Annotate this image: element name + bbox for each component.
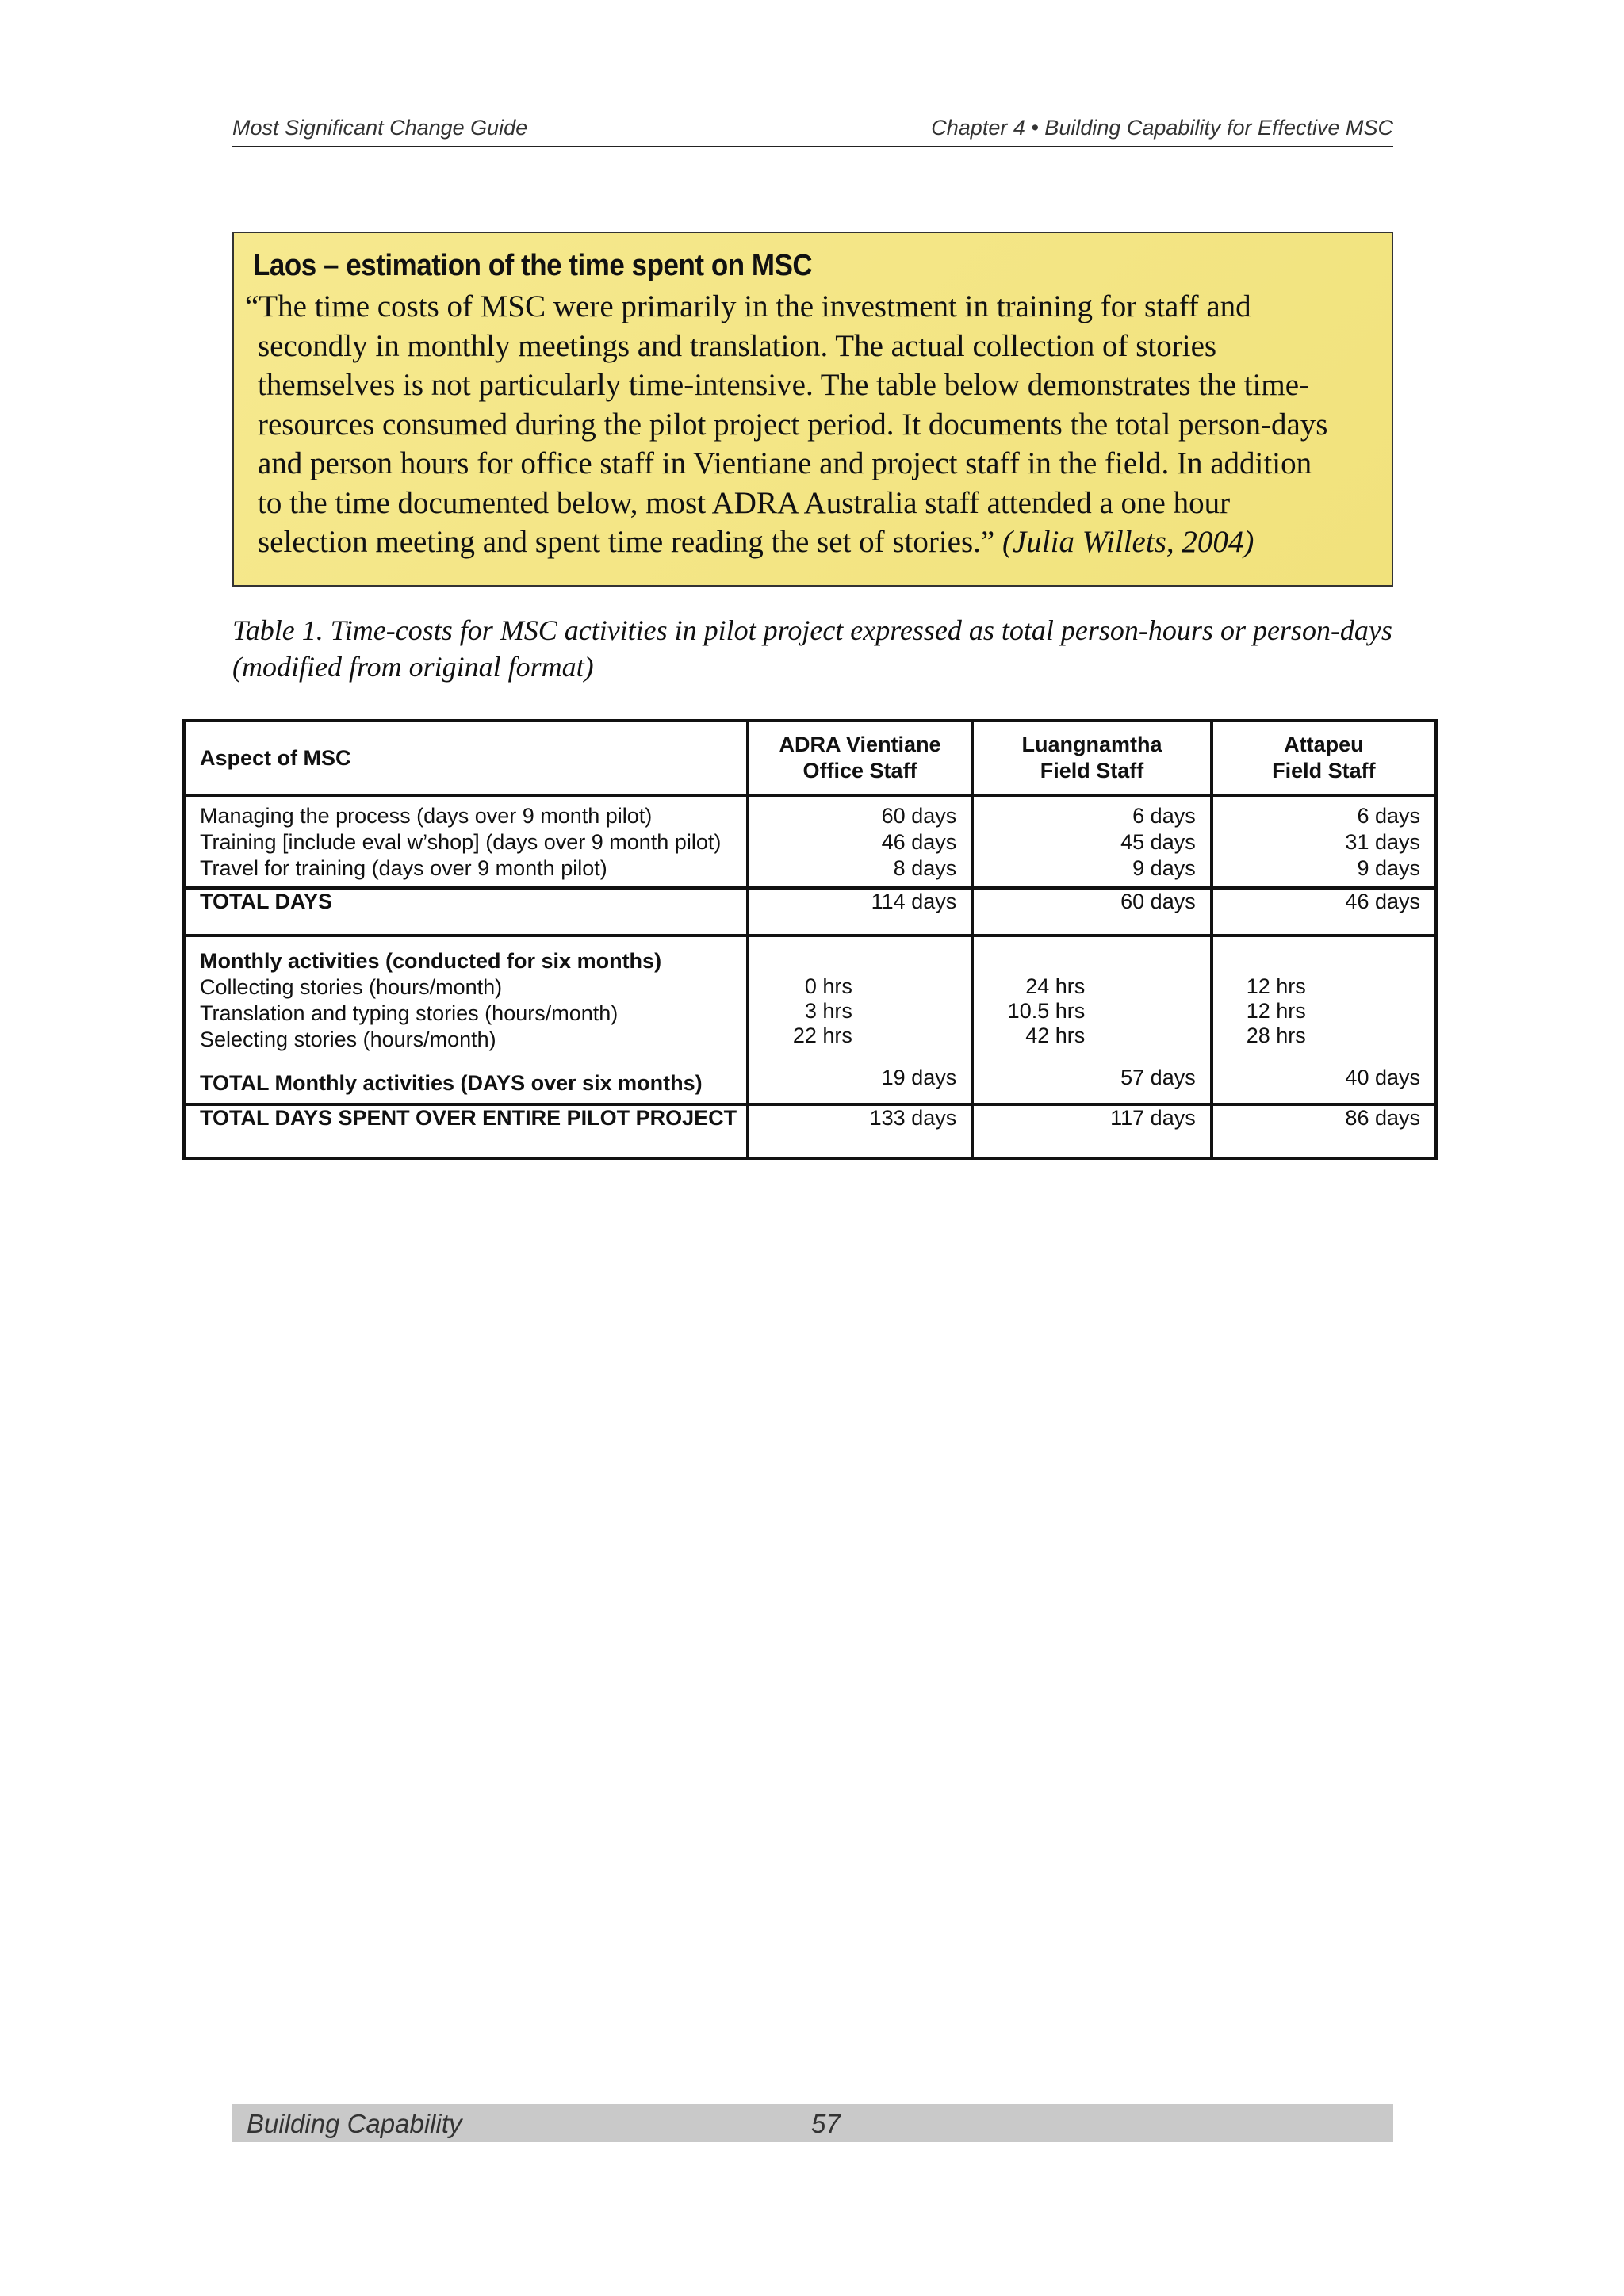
header-line: Field Staff [1272, 759, 1376, 783]
days-col-luangnamtha [972, 795, 1211, 888]
grand-total-label: TOTAL DAYS SPENT OVER ENTIRE PILOT PROJECT [184, 1104, 748, 1158]
header-aspect: Aspect of MSC [184, 721, 748, 795]
cell-value: 3 hrs [804, 999, 852, 1023]
quote-citation: (Julia Willets, 2004) [1002, 525, 1254, 559]
table-row-monthly [184, 936, 1436, 1104]
monthly-heading: Monthly activities (conducted for six months) [200, 949, 662, 973]
table-header-row [184, 721, 1436, 795]
caption-line: Table 1. Time-costs for MSC activities in pilot project expressed as total person-hours or person-days [232, 614, 1392, 646]
quote-line: “The time costs of MSC were primarily in the investment in training for staff and [245, 289, 1251, 323]
cell-value: 28 hrs [1246, 1024, 1306, 1047]
cell-value: 6 days [1132, 804, 1196, 828]
header-adra-vientiane [748, 721, 972, 795]
days-col-attapeu [1212, 795, 1436, 888]
caption-line: (modified from original format) [232, 651, 594, 683]
cell-value: 60 days [972, 888, 1211, 936]
row-label: Training [include eval w’shop] (days over 9 month pilot) [200, 830, 722, 854]
page-footer [232, 2104, 1393, 2142]
cell-value: 9 days [1132, 856, 1196, 880]
cell-value: 117 days [972, 1104, 1211, 1158]
cell-value: 8 days [893, 856, 957, 880]
cell-value: 10.5 hrs [1007, 999, 1086, 1023]
quote-line: themselves is not particularly time-intensive. The table below demonstrates the time- [258, 368, 1309, 402]
footer-section-title: Building Capability [247, 2109, 462, 2138]
spacer [974, 948, 1209, 974]
box-quote [245, 287, 1371, 562]
cell-value: 114 days [748, 888, 972, 936]
spacer [749, 948, 971, 974]
cell-value: 12 hrs [1246, 999, 1306, 1023]
running-header [232, 116, 1393, 147]
monthly-labels [184, 936, 748, 1104]
quote-line: secondly in monthly meetings and translation. The actual collection of stories [258, 328, 1217, 363]
header-line: Field Staff [1040, 759, 1144, 783]
table-row-total-days [184, 888, 1436, 936]
row-label: Translation and typing stories (hours/month) [200, 1001, 619, 1025]
total-days-label: TOTAL DAYS [184, 888, 748, 936]
header-guide-title: Most Significant Change Guide [232, 116, 528, 140]
days-labels [184, 795, 748, 888]
cell-value: 133 days [748, 1104, 972, 1158]
cell-value: 86 days [1212, 1104, 1436, 1158]
cell-value: 46 days [1212, 888, 1436, 936]
header-line: Luangnamtha [1021, 733, 1162, 756]
row-label: Managing the process (days over 9 month pilot) [200, 804, 653, 828]
cell-value: 57 days [1120, 1066, 1196, 1089]
cell-value: 22 hrs [792, 1024, 852, 1047]
header-luangnamtha [972, 721, 1211, 795]
quote-line: selection meeting and spent time reading the set of stories.” [258, 525, 995, 559]
header-attapeu [1212, 721, 1436, 795]
quote-line: resources consumed during the pilot project period. It documents the total person-days [258, 407, 1328, 442]
cell-value: 31 days [1345, 830, 1420, 854]
quote-line: and person hours for office staff in Vientiane and project staff in the field. In addition [258, 446, 1312, 480]
cell-value: 6 days [1357, 804, 1420, 828]
cell-value: 9 days [1357, 856, 1420, 880]
header-chapter-title: Chapter 4 • Building Capability for Effective MSC [931, 116, 1393, 140]
monthly-col-adra [748, 936, 972, 1104]
box-title: Laos – estimation of the time spent on MSC [253, 249, 813, 282]
cell-value: 45 days [1120, 830, 1196, 854]
quote-line: to the time documented below, most ADRA Australia staff attended a one hour [258, 485, 1231, 520]
row-label: Travel for training (days over 9 month pilot) [200, 856, 607, 880]
total-monthly-label: TOTAL Monthly activities (DAYS over six months) [200, 1071, 703, 1095]
cell-value: 12 hrs [1246, 974, 1306, 998]
cell-value: 19 days [881, 1066, 957, 1089]
cell-value: 60 days [881, 804, 957, 828]
monthly-col-attapeu [1212, 936, 1436, 1104]
time-costs-table [182, 719, 1438, 1160]
quote-last-line [245, 522, 1371, 562]
quote-box [232, 232, 1393, 587]
days-col-adra [748, 795, 972, 888]
cell-value: 0 hrs [804, 974, 852, 998]
table-caption [232, 612, 1398, 685]
header-line: Attapeu [1284, 733, 1364, 756]
table-row-grand-total [184, 1104, 1436, 1158]
cell-value: 42 hrs [1025, 1024, 1086, 1047]
header-line: Office Staff [802, 759, 917, 783]
cell-value: 24 hrs [1025, 974, 1086, 998]
monthly-col-luangnamtha [972, 936, 1211, 1104]
cell-value: 46 days [881, 830, 957, 854]
header-line: ADRA Vientiane [779, 733, 941, 756]
table-row-days [184, 795, 1436, 888]
row-label: Selecting stories (hours/month) [200, 1027, 496, 1051]
page-number: 57 [811, 2109, 841, 2138]
spacer [1213, 948, 1434, 974]
row-label: Collecting stories (hours/month) [200, 975, 503, 999]
cell-value: 40 days [1345, 1066, 1420, 1089]
